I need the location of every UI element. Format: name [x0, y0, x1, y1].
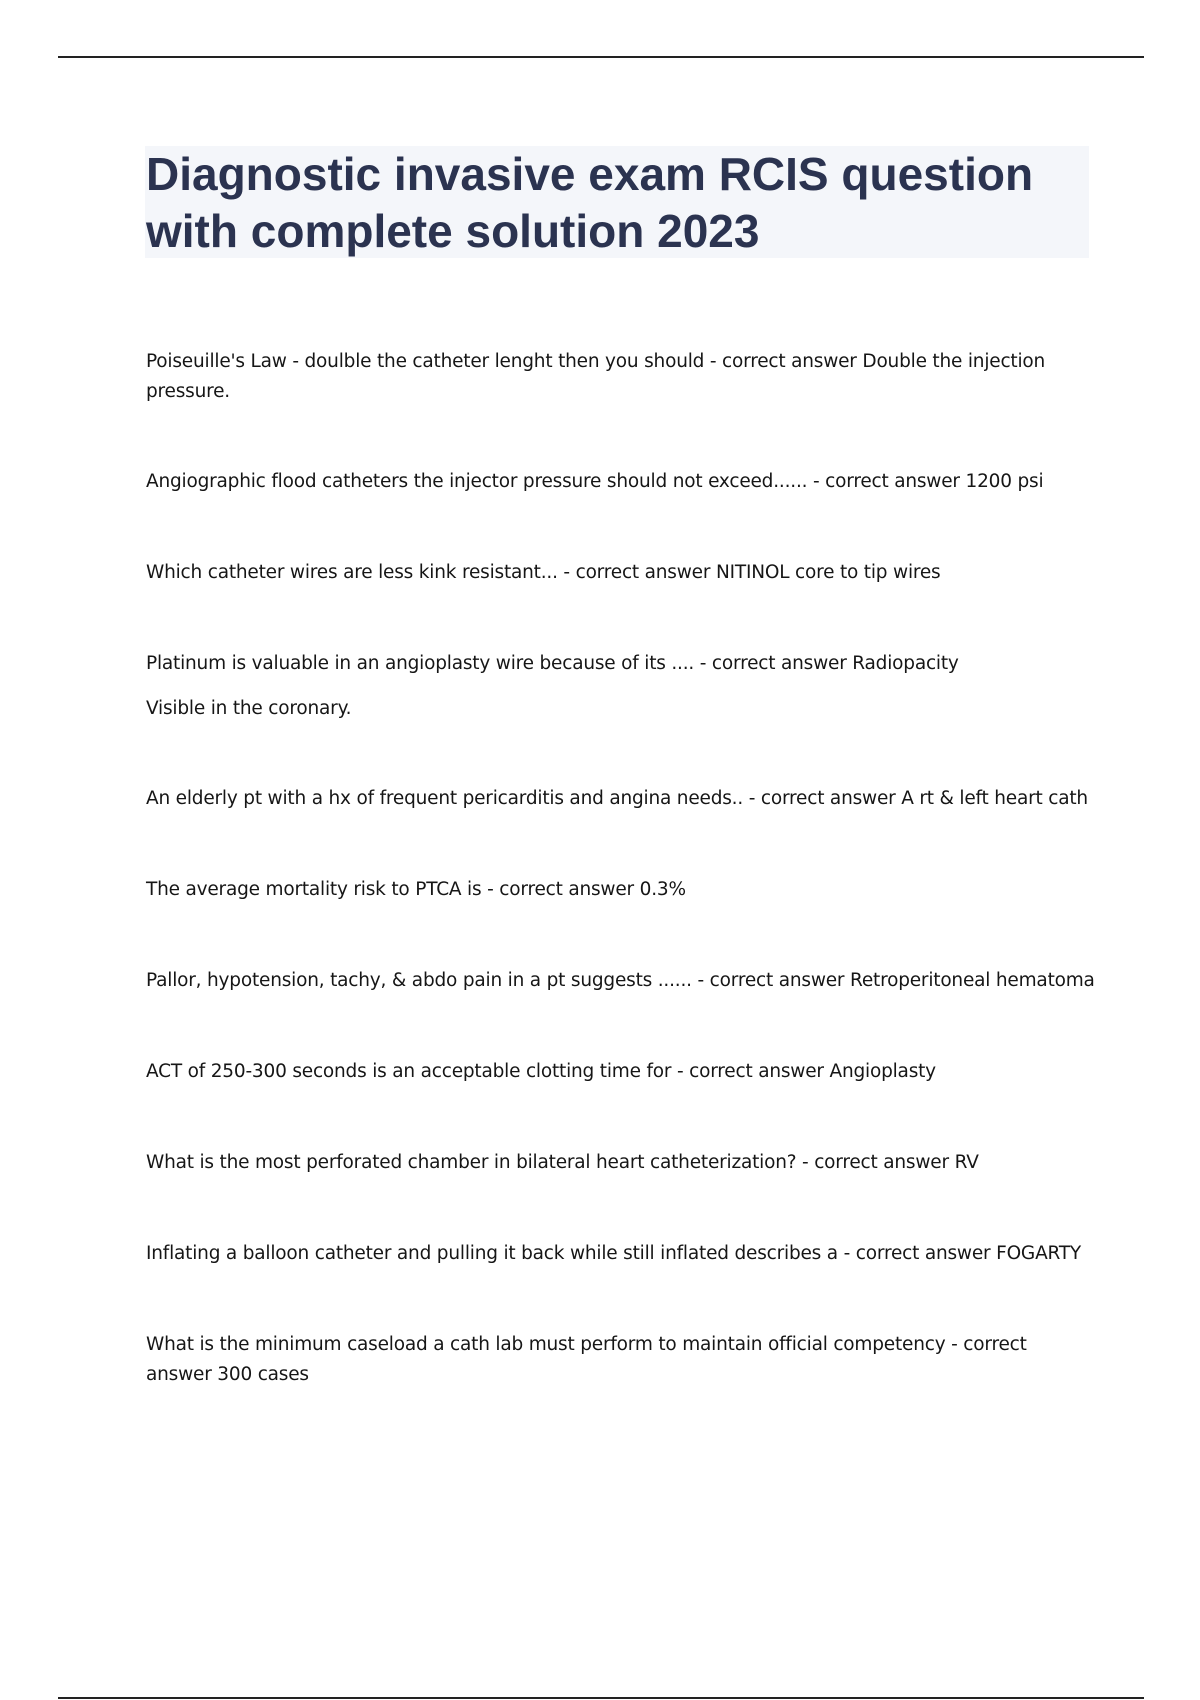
qa-entry-6: The average mortality risk to PTCA is - correct answer 0.3% — [146, 879, 686, 900]
qa-entry-8: ACT of 250-300 seconds is an acceptable clotting time for - correct answer Angioplasty — [146, 1061, 936, 1082]
qa-entry-4-extra: Visible in the coronary. — [146, 698, 352, 719]
qa-entry-1: Poiseuille's Law - doulble the catheter lenght then you should - correct answer Double the injection pressure. — [146, 351, 1046, 402]
qa-entry-5: An elderly pt with a hx of frequent pericarditis and angina needs.. - correct answer A rt & left heart cath — [146, 788, 1088, 809]
bottom-divider — [58, 1697, 1144, 1699]
qa-entry-9: What is the most perforated chamber in bilateral heart catheterization? - correct answer RV — [146, 1152, 979, 1173]
qa-entry-7: Pallor, hypotension, tachy, & abdo pain in a pt suggests ...... - correct answer Retroperitoneal hematoma — [146, 970, 1095, 991]
document-title: Diagnostic invasive exam RCIS question with complete solution 2023 — [146, 148, 1034, 257]
qa-entry-11: What is the minimum caseload a cath lab must perform to maintain official competency - correct answer 300 cases — [146, 1334, 1027, 1385]
qa-entry-4-question: Platinum is valuable in an angioplasty wire because of its .... - correct answer Radiopacity — [146, 653, 959, 674]
qa-entry-2: Angiographic flood catheters the injector pressure should not exceed...... - correct answer 1200 psi — [146, 471, 1044, 492]
qa-entry-4 — [146, 649, 1096, 724]
qa-entry-10: Inflating a balloon catheter and pulling it back while still inflated describes a - correct answer FOGARTY — [146, 1243, 1082, 1264]
qa-entry-3: Which catheter wires are less kink resistant... - correct answer NITINOL core to tip wires — [146, 562, 941, 583]
top-divider — [58, 56, 1144, 58]
